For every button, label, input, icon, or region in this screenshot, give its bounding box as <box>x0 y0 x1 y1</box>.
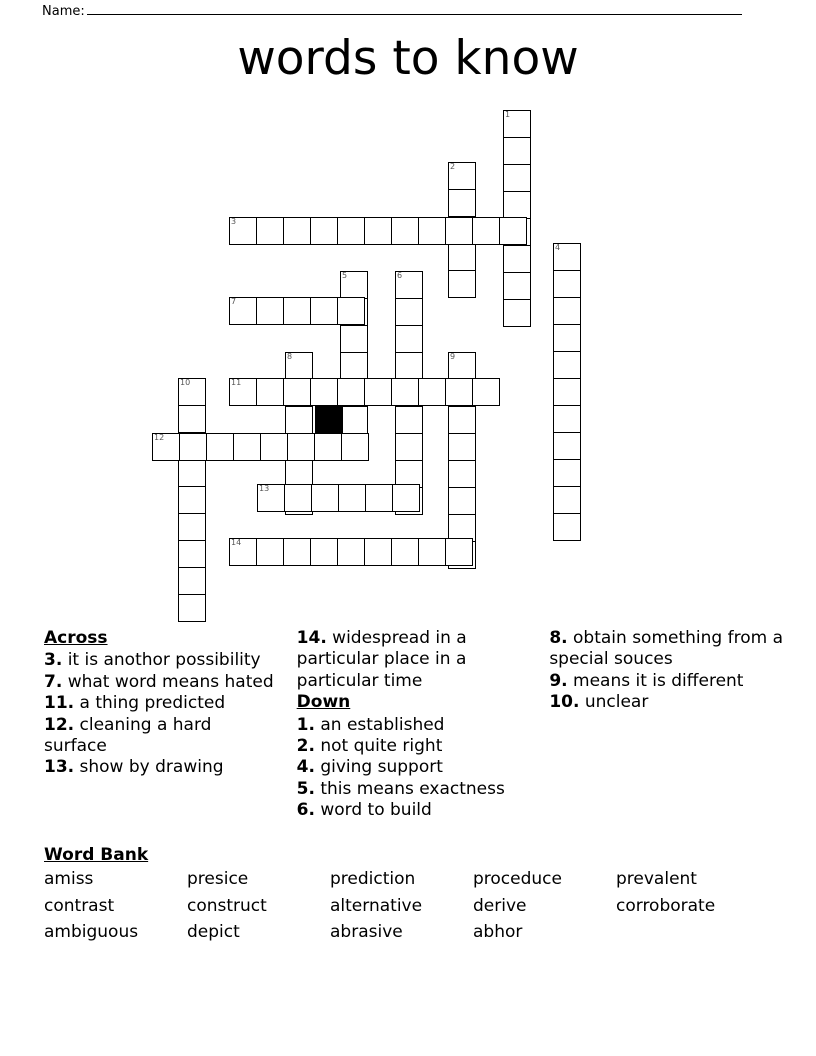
grid-cell[interactable] <box>256 297 284 325</box>
clue-text: show by drawing <box>74 757 224 778</box>
clue-text: an established <box>314 714 445 735</box>
word-bank-word: amiss <box>44 869 94 889</box>
grid-cell[interactable] <box>178 567 206 595</box>
word-bank-word: ambiguous <box>44 922 139 943</box>
clue-list <box>44 628 784 828</box>
grid-cell[interactable] <box>395 271 423 299</box>
grid-cell[interactable] <box>418 217 446 245</box>
grid-cell[interactable] <box>338 484 366 512</box>
grid-cell[interactable] <box>178 540 206 568</box>
grid-cell[interactable] <box>503 137 531 165</box>
clue-down-4 <box>297 757 532 778</box>
word-bank-word: corroborate <box>616 895 716 916</box>
grid-cell[interactable] <box>395 352 423 380</box>
word-bank-word: proceduce <box>473 869 562 889</box>
grid-cell[interactable] <box>448 460 476 488</box>
grid-cell[interactable] <box>229 217 257 245</box>
grid-cell[interactable] <box>256 217 284 245</box>
clue-number: 7. <box>44 671 63 692</box>
clue-number: 5. <box>296 778 315 799</box>
grid-cell[interactable] <box>257 484 285 512</box>
grid-cell[interactable] <box>448 243 476 271</box>
clue-across-7 <box>44 672 279 693</box>
clue-text: giving support <box>314 757 443 778</box>
grid-cell[interactable] <box>391 217 419 245</box>
word-bank-word: construct <box>187 895 267 916</box>
clue-text: widespread in a particular place in a particular time <box>296 628 467 691</box>
clue-number: 12. <box>44 714 75 735</box>
grid-cell[interactable] <box>178 405 206 433</box>
word-bank-word: depict <box>187 922 240 943</box>
grid-cell-number: 4 <box>555 243 561 252</box>
grid-cell[interactable] <box>256 378 284 406</box>
grid-cell[interactable] <box>311 484 339 512</box>
across-heading: Across <box>44 628 108 648</box>
clue-number: 8. <box>549 628 568 648</box>
grid-cell[interactable] <box>364 217 392 245</box>
clue-number: 2. <box>296 736 315 757</box>
grid-cell[interactable] <box>310 297 338 325</box>
grid-cell[interactable] <box>445 378 473 406</box>
grid-cell-number: 13 <box>259 484 270 493</box>
clue-number: 11. <box>44 693 75 714</box>
grid-cell-number: 8 <box>287 352 293 361</box>
clue-text: cleaning a hard surface <box>44 714 212 757</box>
clue-down-9 <box>549 671 784 692</box>
grid-cell[interactable] <box>178 459 206 487</box>
clue-number: 14. <box>296 628 327 648</box>
grid-cell[interactable] <box>553 432 581 460</box>
grid-cell[interactable] <box>337 217 365 245</box>
grid-cell[interactable] <box>178 378 206 406</box>
grid-cell[interactable] <box>283 378 311 406</box>
grid-cell-number: 14 <box>231 538 242 547</box>
clue-number: 4. <box>296 757 315 778</box>
clue-down-10 <box>549 692 784 713</box>
grid-cell[interactable] <box>340 352 368 380</box>
grid-cell[interactable] <box>179 433 207 461</box>
grid-cell[interactable] <box>287 433 315 461</box>
grid-cell[interactable] <box>445 538 473 566</box>
grid-cell[interactable] <box>233 433 261 461</box>
grid-cell[interactable] <box>337 378 365 406</box>
grid-cell[interactable] <box>364 538 392 566</box>
grid-cell[interactable] <box>448 270 476 298</box>
grid-cell-number: 7 <box>231 297 237 306</box>
grid-cell[interactable] <box>229 297 257 325</box>
grid-cell-number: 3 <box>231 217 237 226</box>
page-title: words to know <box>237 31 579 86</box>
grid-cell-number: 12 <box>154 433 165 442</box>
grid-cell[interactable] <box>229 538 257 566</box>
grid-cell[interactable] <box>310 378 338 406</box>
word-bank-word: prevalent <box>616 869 697 889</box>
clue-across-12 <box>44 715 279 758</box>
grid-cell[interactable] <box>260 433 288 461</box>
grid-cell[interactable] <box>392 484 420 512</box>
grid-cell[interactable] <box>229 378 257 406</box>
grid-cell[interactable] <box>553 459 581 487</box>
clue-number: 1. <box>296 714 315 735</box>
word-bank-word: derive <box>473 895 527 916</box>
grid-cell[interactable] <box>472 217 500 245</box>
clue-number: 9. <box>549 670 568 691</box>
grid-cell[interactable] <box>472 378 500 406</box>
grid-cell[interactable] <box>553 486 581 514</box>
grid-cell[interactable] <box>283 217 311 245</box>
word-bank-word: abrasive <box>330 922 403 943</box>
grid-cell-number: 9 <box>450 352 456 361</box>
clue-number: 3. <box>44 650 63 671</box>
word-bank-grid <box>44 869 784 943</box>
grid-cell[interactable] <box>503 110 531 138</box>
grid-cell[interactable] <box>285 406 313 434</box>
grid-cell[interactable] <box>152 433 180 461</box>
grid-cell-number: 11 <box>231 378 242 387</box>
grid-cell[interactable] <box>499 217 527 245</box>
grid-cell[interactable] <box>256 538 284 566</box>
clue-across-14 <box>297 628 532 692</box>
grid-cell-number: 10 <box>180 378 191 387</box>
name-label: Name: <box>42 4 85 19</box>
grid-cell[interactable] <box>445 217 473 245</box>
grid-cell[interactable] <box>503 164 531 192</box>
grid-cell[interactable] <box>341 433 369 461</box>
grid-cell[interactable] <box>314 433 342 461</box>
grid-cell[interactable] <box>553 405 581 433</box>
grid-cell[interactable] <box>553 297 581 325</box>
grid-cell[interactable] <box>337 297 365 325</box>
clue-text: not quite right <box>314 736 443 757</box>
grid-cell[interactable] <box>365 484 393 512</box>
clue-text: means it is different <box>567 670 744 691</box>
clue-down-8 <box>549 628 784 671</box>
grid-cell[interactable] <box>178 594 206 622</box>
clue-across-13 <box>44 757 279 778</box>
clue-down-6 <box>297 800 532 821</box>
grid-cell[interactable] <box>553 351 581 379</box>
clue-text: it is anothor possibility <box>62 650 261 671</box>
clue-text: a thing predicted <box>74 693 226 714</box>
clue-text: obtain something from a special souces <box>549 628 783 670</box>
grid-cell[interactable] <box>503 245 531 273</box>
grid-cell[interactable] <box>448 162 476 190</box>
clue-text: what word means hated <box>62 671 274 692</box>
grid-cell[interactable] <box>206 433 234 461</box>
grid-cell[interactable] <box>178 513 206 541</box>
grid-cell[interactable] <box>553 270 581 298</box>
grid-cell[interactable] <box>553 513 581 541</box>
grid-cell[interactable] <box>553 378 581 406</box>
grid-cell[interactable] <box>395 325 423 353</box>
grid-cell[interactable] <box>448 487 476 515</box>
grid-cell[interactable] <box>503 191 531 219</box>
grid-cell[interactable] <box>391 538 419 566</box>
grid-cell[interactable] <box>553 324 581 352</box>
clue-number: 13. <box>44 757 75 778</box>
clue-down-1 <box>297 715 532 736</box>
grid-cell[interactable] <box>395 433 423 461</box>
grid-cell[interactable] <box>340 406 368 434</box>
grid-cell-blocked <box>315 406 343 434</box>
grid-cell[interactable] <box>395 406 423 434</box>
grid-cell[interactable] <box>285 352 313 380</box>
grid-cell[interactable] <box>340 325 368 353</box>
grid-cell-number: 2 <box>450 162 456 171</box>
grid-cell[interactable] <box>178 486 206 514</box>
clue-down-2 <box>297 736 532 757</box>
word-bank-word: prediction <box>330 869 416 889</box>
down-heading: Down <box>296 692 351 713</box>
grid-cell[interactable] <box>503 299 531 327</box>
grid-cell[interactable] <box>340 271 368 299</box>
grid-cell[interactable] <box>448 433 476 461</box>
clue-number: 10. <box>549 692 580 713</box>
grid-cell[interactable] <box>364 378 392 406</box>
word-bank-word: abhor <box>473 922 523 943</box>
word-bank-word: contrast <box>44 895 115 916</box>
grid-cell[interactable] <box>310 538 338 566</box>
clue-down-5 <box>297 779 532 800</box>
grid-cell[interactable] <box>283 538 311 566</box>
word-bank-heading: Word Bank <box>44 845 149 865</box>
clue-text: word to build <box>314 800 432 821</box>
grid-cell[interactable] <box>284 484 312 512</box>
grid-cell-number: 1 <box>505 110 511 119</box>
clue-number: 6. <box>296 800 315 821</box>
clue-text: unclear <box>579 692 649 713</box>
clue-across-11 <box>44 693 279 714</box>
word-bank-word: presice <box>187 869 249 889</box>
grid-cell[interactable] <box>553 243 581 271</box>
grid-cell[interactable] <box>395 298 423 326</box>
word-bank <box>44 845 784 943</box>
grid-cell-number: 6 <box>397 271 403 280</box>
grid-cell[interactable] <box>283 297 311 325</box>
grid-cell[interactable] <box>391 378 419 406</box>
grid-cell[interactable] <box>337 538 365 566</box>
grid-cell[interactable] <box>503 272 531 300</box>
grid-cell[interactable] <box>418 538 446 566</box>
grid-cell[interactable] <box>448 406 476 434</box>
grid-cell[interactable] <box>418 378 446 406</box>
word-bank-word: alternative <box>330 895 423 916</box>
grid-cell[interactable] <box>448 352 476 380</box>
grid-cell[interactable] <box>310 217 338 245</box>
grid-cell[interactable] <box>448 189 476 217</box>
grid-cell-number: 5 <box>342 271 348 280</box>
clue-text: this means exactness <box>314 778 505 799</box>
clue-across-3 <box>44 650 279 671</box>
